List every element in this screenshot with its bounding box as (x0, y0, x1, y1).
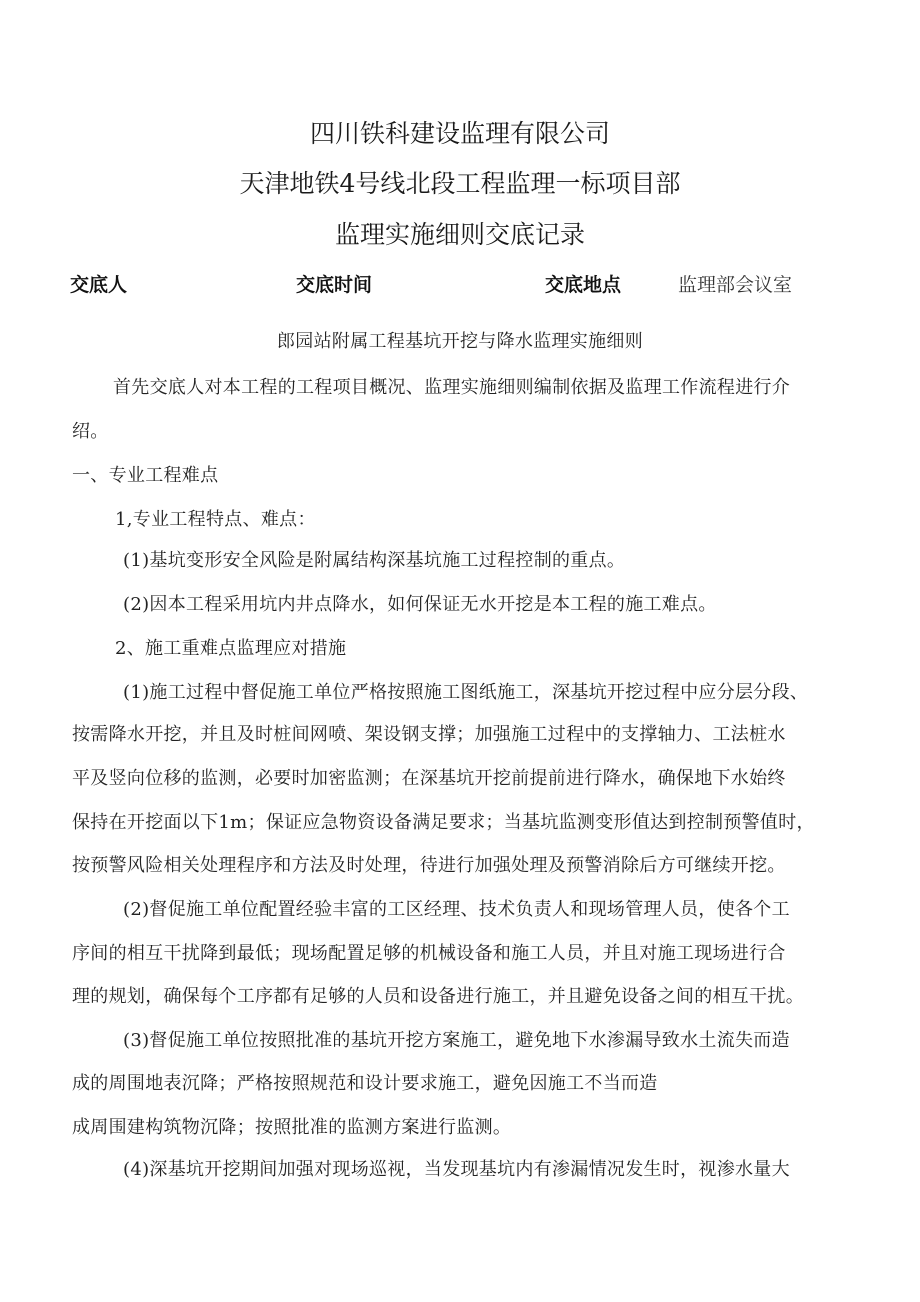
measure-1-line-3: 平及竖向位移的监测，必要时加密监测；在深基坑开挖前提前进行降水，确保地下水始终 (72, 768, 786, 789)
location-value: 监理部会议室 (678, 274, 793, 296)
record-title: 监理实施细则交底记录 (334, 220, 585, 249)
project-name: 天津地铁4号线北段工程监理一标项目部 (239, 169, 681, 198)
difficulty-item-1: (1)基坑变形安全风险是附属结构深基坑施工过程控制的重点。 (123, 550, 626, 571)
location-label: 交底地点 (545, 274, 622, 296)
measure-3-line-3: 成周围建构筑物沉降；按照批准的监测方案进行监测。 (72, 1117, 512, 1138)
subject-line: 郎园站附属工程基坑开挖与降水监理实施细则 (277, 331, 643, 352)
measure-4-line-1: (4)深基坑开挖期间加强对现场巡视，当发现基坑内有渗漏情况发生时，视渗水量大 (123, 1159, 790, 1180)
measure-1-line-4: 保持在开挖面以下1m；保证应急物资设备满足要求；当基坑监测变形值达到控制预警值时， (72, 812, 815, 833)
intro-line-1: 首先交底人对本工程的工程项目概况、监理实施细则编制依据及监理工作流程进行介 (113, 377, 791, 398)
subsection-1-heading: 1,专业工程特点、难点： (115, 509, 316, 530)
measure-2-line-3: 理的规划，确保每个工序都有足够的人员和设备进行施工，并且避免设备之间的相互干扰。 (72, 986, 804, 1007)
subsection-2-heading: 2、施工重难点监理应对措施 (115, 638, 347, 659)
presenter-label: 交底人 (70, 274, 128, 296)
measure-2-line-2: 序间的相互干扰降到最低；现场配置足够的机械设备和施工人员，并且对施工现场进行合 (72, 943, 786, 964)
section-heading-1: 一、专业工程难点 (72, 465, 219, 486)
measure-1-line-1: (1)施工过程中督促施工单位严格按照施工图纸施工，深基坑开挖过程中应分层分段、 (123, 682, 809, 703)
measure-3-line-2: 成的周围地表沉降；严格按照规范和设计要求施工，避免因施工不当而造 (72, 1073, 658, 1094)
intro-line-2: 绍。 (72, 421, 109, 442)
measure-2-line-1: (2)督促施工单位配置经验丰富的工区经理、技术负责人和现场管理人员，使各个工 (123, 899, 790, 920)
measure-1-line-2: 按需降水开挖，并且及时桩间网喷、架设钢支撑；加强施工过程中的支撑轴力、工法桩水 (72, 724, 786, 745)
measure-3-line-1: (3)督促施工单位按照批准的基坑开挖方案施工，避免地下水渗漏导致水土流失而造 (123, 1030, 790, 1051)
measure-1-line-5: 按预警风险相关处理程序和方法及时处理，待进行加强处理及预警消除后方可继续开挖。 (72, 855, 786, 876)
difficulty-item-2: (2)因本工程采用坑内井点降水，如何保证无水开挖是本工程的施工难点。 (123, 594, 717, 615)
time-label: 交底时间 (296, 274, 373, 296)
company-name: 四川铁科建设监理有限公司 (309, 119, 610, 148)
